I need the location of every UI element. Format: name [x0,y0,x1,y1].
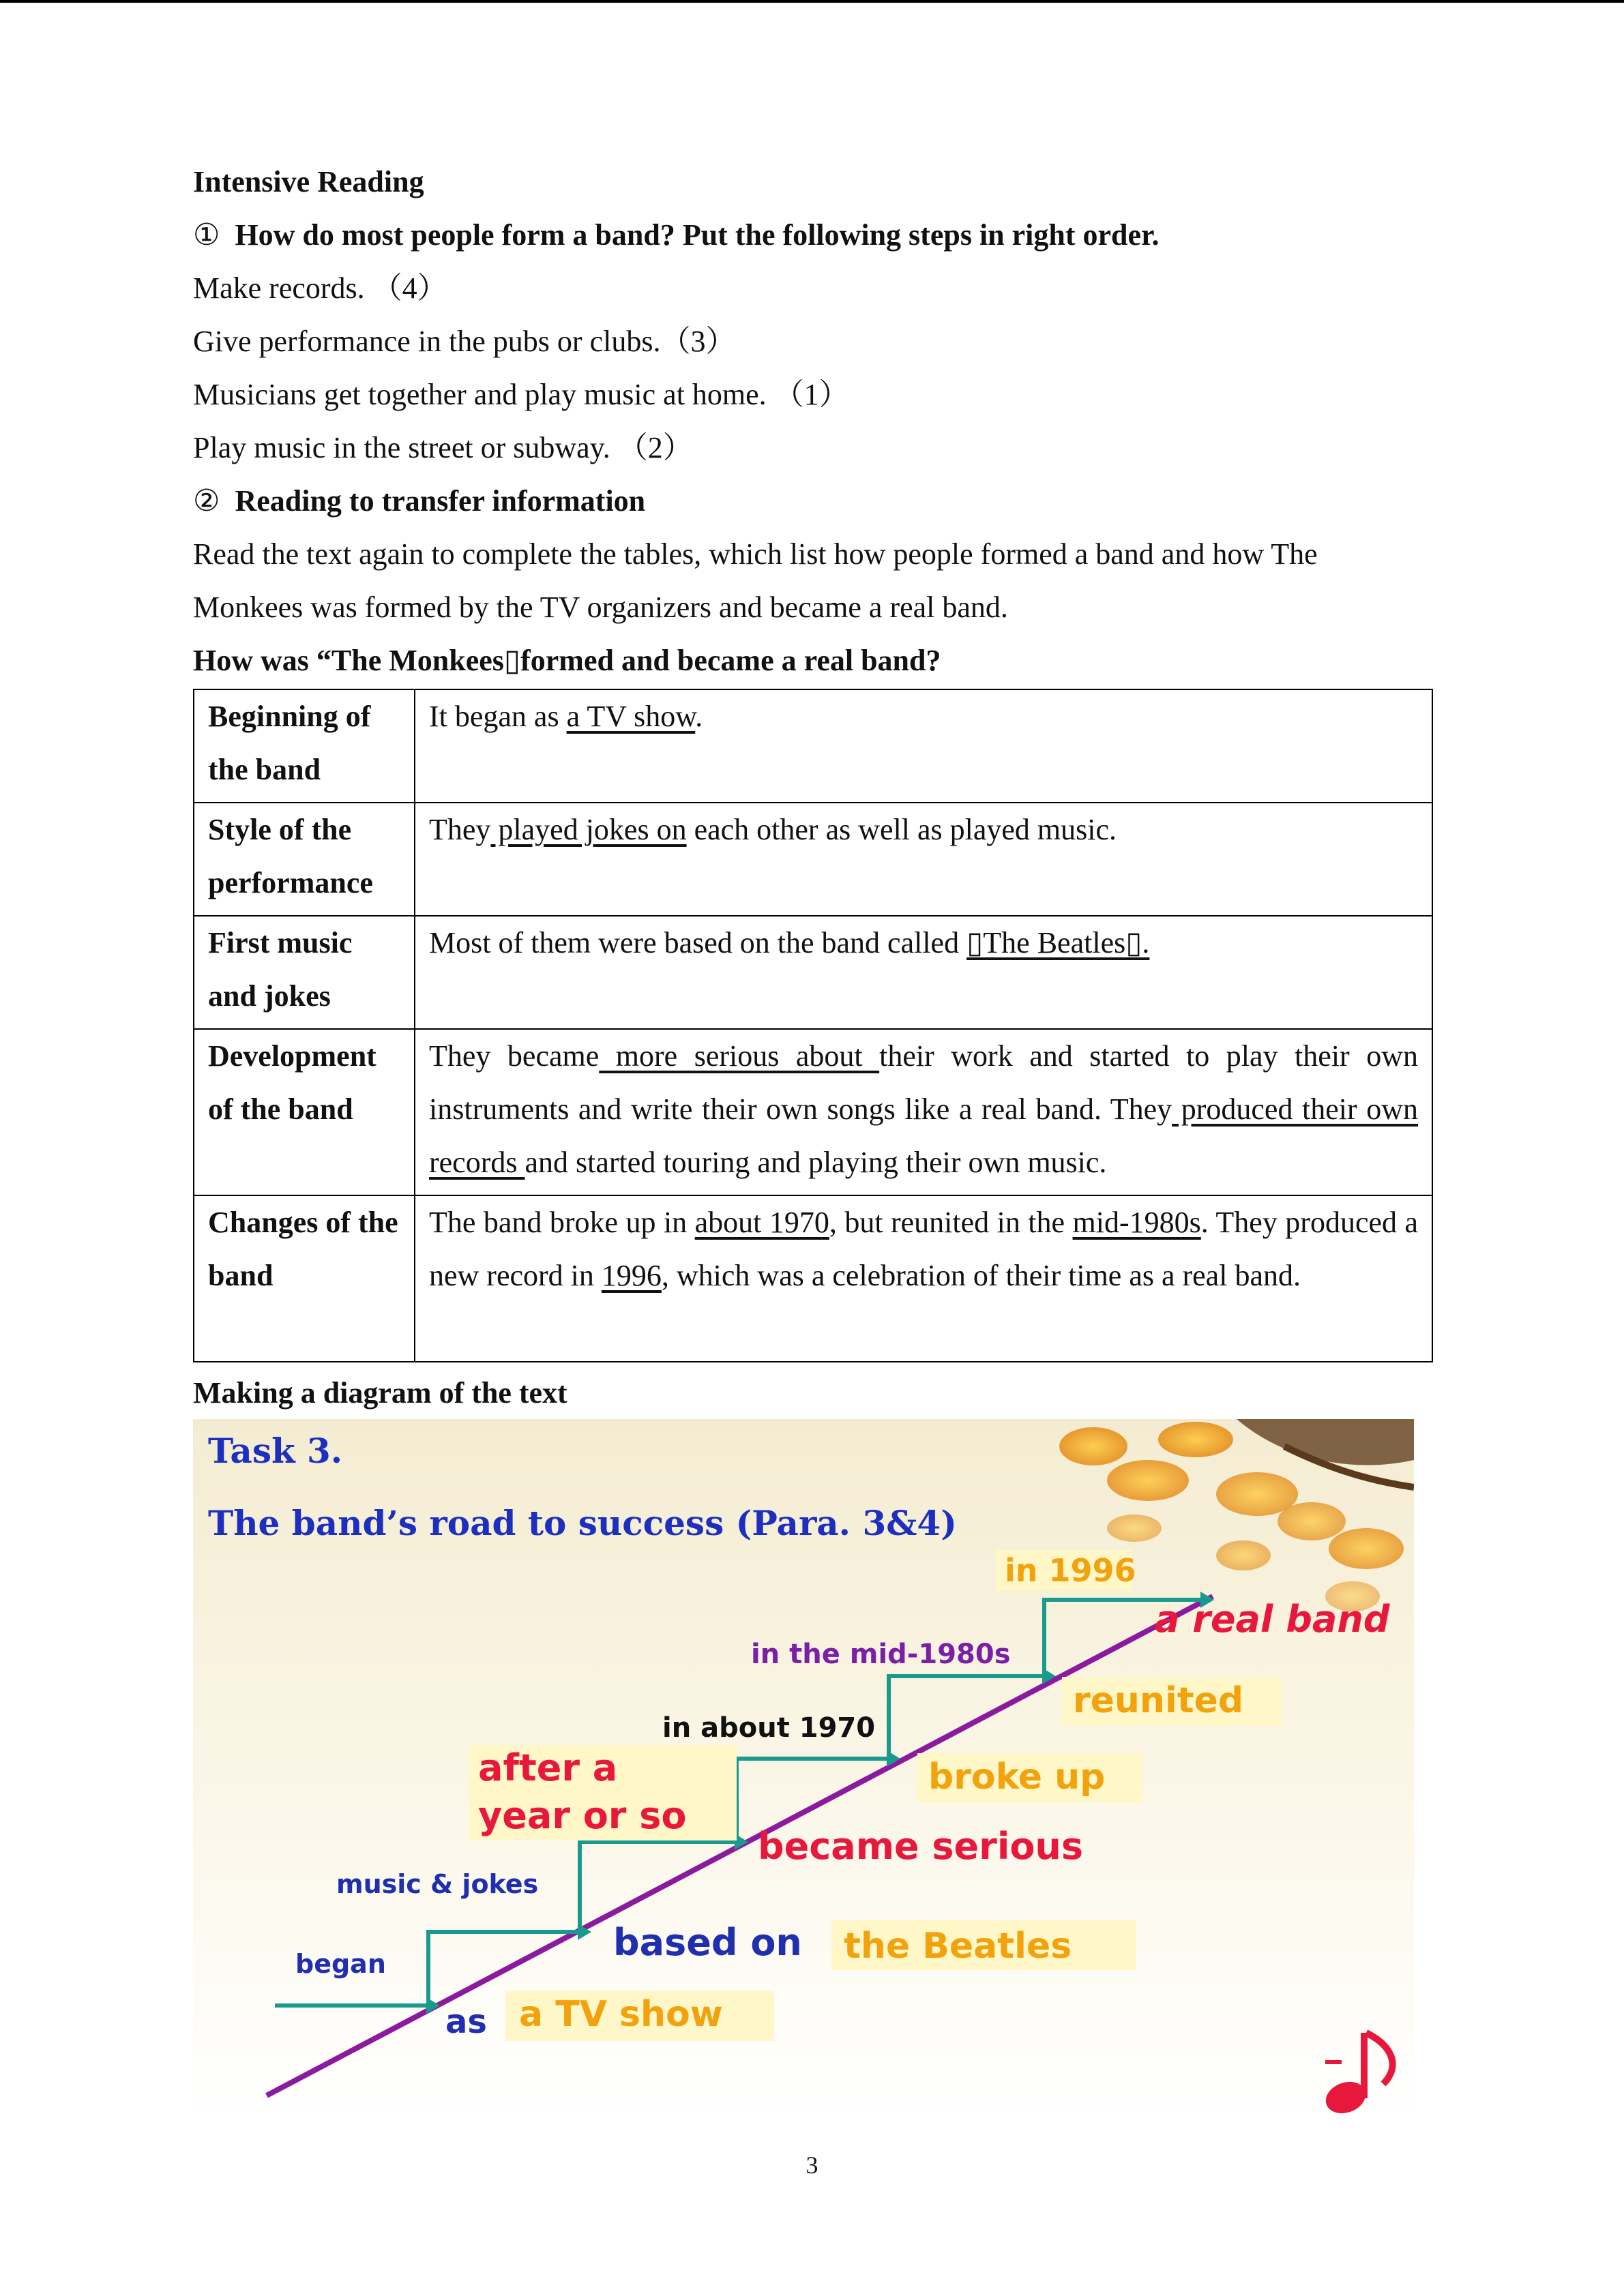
row-label: Beginning of the band [194,689,415,803]
slide-title: The band’s road to success (Para. 3&4) [208,1503,957,1543]
table-row [194,1029,1432,1195]
diagram-heading: Making a diagram of the text [193,1376,567,1410]
answer-context: , but reunited in the [829,1206,1073,1239]
label-year-or-so: year or so [478,1794,687,1837]
label-real-band: a real band [1155,1598,1390,1641]
answer-context: their work and started to play their own instruments and write their own songs like a real band. They [429,1039,1418,1126]
top-border-line [0,0,1624,3]
table-row [194,689,1432,803]
label-beatles: the Beatles [844,1926,1072,1967]
answer-underlined: ▯The Beatles▯. [966,926,1150,959]
row-value [415,689,1432,803]
label-began: began [295,1949,386,1979]
answer-underlined: produced their own records [429,1092,1418,1179]
label-in-1996: in 1996 [1005,1552,1136,1589]
step-item: Play music in the street or subway. （2） [193,431,693,464]
step-item: Make records. （4） [193,271,447,305]
answer-context: Most of them were based on the band called [429,926,967,959]
label-mid-1980s: in the mid-1980s [751,1639,1011,1670]
label-music-jokes: music & jokes [336,1869,539,1899]
answer-underlined: played jokes on [490,813,687,846]
label-broke-up: broke up [928,1757,1106,1798]
row-label: Development of the band [194,1029,415,1195]
step-item: Musicians get together and play music at home. （1） [193,378,849,411]
answer-context: It began as [429,700,567,733]
question-1-text: How do most people form a band? Put the following steps in right order. [235,218,1160,252]
answer-underlined: 1996 [601,1259,662,1292]
instruction-paragraph: Read the text again to complete the tables, which list how people formed a band and how The Monkees was formed by the TV organizers and became a real band. [193,537,1318,624]
answer-context: . They produced a new record in [429,1206,1418,1292]
row-label: Style of the performance [194,803,415,916]
page-number: 3 [806,2151,818,2179]
slide-task-label: Task 3. [208,1431,343,1471]
answer-context: and started touring and playing their own music. [525,1146,1107,1179]
step-item: Give performance in the pubs or clubs.（3） [193,325,736,358]
answer-underlined: a TV show [566,700,696,733]
row-value [415,803,1432,916]
label-became-serious: became serious [758,1825,1084,1868]
road-to-success-slide [193,1419,1414,2121]
slide-canvas [193,1419,1414,2121]
answer-context: each other as well as played music. [686,813,1117,846]
answer-underlined: mid-1980s [1072,1206,1201,1239]
answer-context: They became [429,1039,600,1073]
label-based-on: based on [613,1921,802,1964]
label-tv-show: a TV show [519,1994,723,2035]
label-as: as [445,2003,487,2041]
table-row [194,916,1432,1029]
row-label: First music and jokes [194,916,415,1029]
label-reunited: reunited [1073,1680,1244,1721]
question-1-heading [193,209,1433,262]
row-value [415,1029,1432,1195]
label-after-a: after a [478,1746,618,1789]
section-heading: Intensive Reading [193,165,424,198]
answer-context: , which was a celebration of their time as a real band. [661,1259,1301,1292]
table-row [194,1195,1432,1362]
question-2-heading [193,475,1433,528]
answer-context: . [695,700,703,733]
table-row [194,803,1432,916]
answer-underlined: more serious about [599,1039,880,1073]
answer-context: They [429,813,491,846]
row-label: Changes of the band [194,1195,415,1362]
table-title: How was “The Monkees▯formed and became a real band? [193,644,941,677]
row-value [415,1195,1432,1362]
row-value [415,916,1432,1029]
monkees-table [193,689,1433,1362]
question-2-marker: ② [193,484,220,518]
answer-context: The band broke up in [429,1206,695,1239]
question-1-marker: ① [193,218,220,252]
document-body [193,155,1433,1420]
label-in-about-1970: in about 1970 [662,1712,876,1744]
answer-underlined: about 1970 [694,1206,829,1239]
question-2-text: Reading to transfer information [235,484,646,518]
